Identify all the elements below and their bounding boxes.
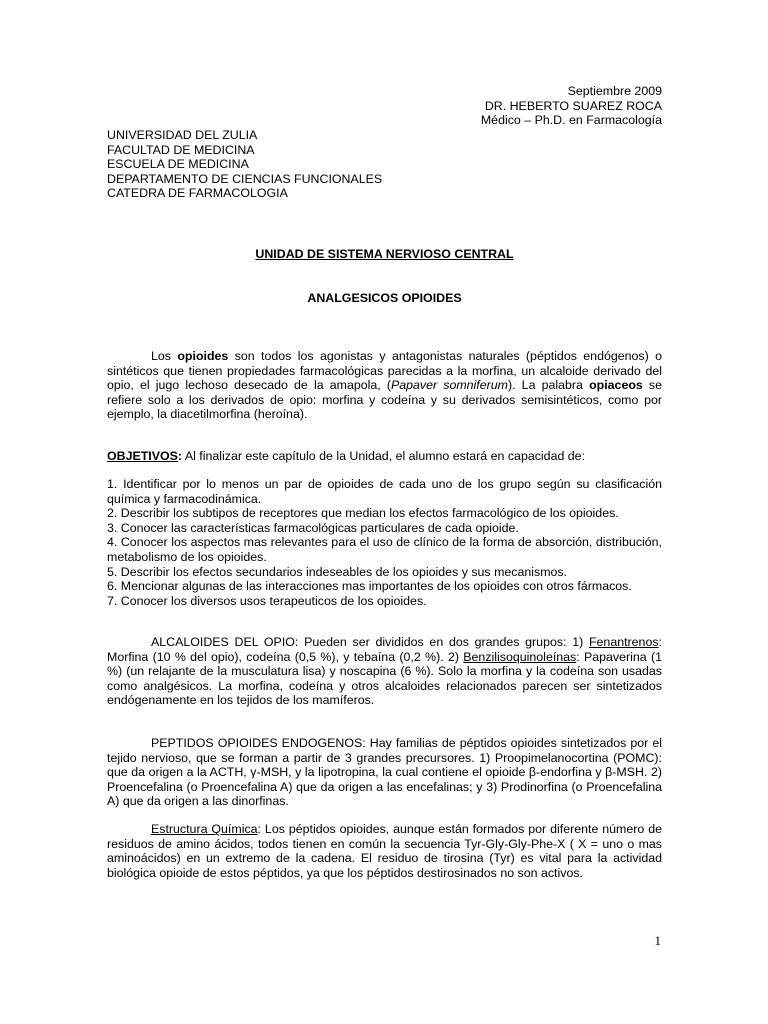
objective-item: 5. Describir los efectos secundarios indeseables de los opioides y sus mecanismos. [107, 564, 568, 579]
institution-line: ESCUELA DE MEDICINA [107, 157, 249, 172]
intro-text: ). La palabra [507, 378, 590, 393]
objective-item: 2. Describir los subtipos de receptores que median los efectos farmacológico de los opioides. [107, 506, 619, 521]
peptidos-text: PEPTIDOS OPIOIDES ENDOGENOS: Hay familias de péptidos opioides sintetizados por el tejido nervioso, que se forman a partir de 3 grandes precursores. 1) Proopimelanocortina (POMC): que da origen a la ACTH, γ-MSH, y la lipotropina, la cual contiene el opioide β-endorfina y β-MSH. 2) Proencefalina (o Proencefalina A) que da origen a las encefalinas; y 3) Prodinorfina (o Proencefalina A) que da origen a las dinorfinas. [107, 736, 662, 809]
institution-line: UNIVERSIDAD DEL ZULIA [107, 128, 258, 142]
unit-title-text: UNIDAD DE SISTEMA NERVIOSO CENTRAL [255, 247, 514, 261]
institution-line: CATEDRA DE FARMACOLOGIA [107, 186, 288, 201]
institution-line: DEPARTAMENTO DE CIENCIAS FUNCIONALES [107, 171, 383, 186]
term-benzilisoquinoleinas: Benzilisoquinoleínas [463, 649, 577, 664]
objective-item: 1. Identificar por lo menos un par de opioides de cada uno de los grupo según su clasificación química y farmacodinámica. [107, 477, 662, 506]
intro-paragraph [107, 349, 662, 422]
chapter-title-text: ANALGESICOS OPIOIDES [307, 291, 462, 305]
alcaloides-paragraph [107, 635, 662, 708]
term-opioides: opioides [177, 349, 229, 363]
objective-item: 3. Conocer las características farmacológicas particulares de cada opioide. [107, 520, 519, 535]
objective-item: 4. Conocer los aspectos mas relevantes para el uso de clínico de la forma de absorción, distribución, metabolismo de los opioides. [107, 535, 662, 564]
alcaloides-text: ALCALOIDES DEL OPIO: Pueden ser divididos en dos grandes grupos: 1) [151, 635, 589, 649]
intro-text: Los [151, 349, 178, 363]
page-number: 1 [654, 933, 661, 948]
alcaloides-text: : Morfina (10 % del opio), codeína (0,5 %), y tebaína (0,2 %). 2) [107, 635, 662, 664]
term-estructura-quimica: Estructura Química [151, 822, 258, 836]
estructura-text: : Los péptidos opioides, aunque están formados por diferente número de residuos de amino ácidos, todos tienen en común la secuencia Tyr-Gly-Gly-Phe-X ( X = uno o mas aminoácidos) en un extremo de la cadena. El residuo de tirosina (Tyr) es vital para la actividad biológica opioide de estos péptidos, ya que los péptidos destirosinados no son activos. [107, 822, 662, 880]
objective-item: 6. Mencionar algunas de las interacciones mas importantes de los opioides con otros fármacos. [107, 579, 632, 594]
objectives-intro: Al finalizar este capítulo de la Unidad, el alumno estará en capacidad de: [182, 449, 586, 463]
author-header [107, 84, 662, 128]
intro-text: se refiere solo a los derivados de opio: morfina y codeína y su derivados semisintéticos, como por ejemplo, la diacetilmorfina (heroína). [107, 378, 663, 422]
objectives-heading [107, 449, 662, 464]
peptidos-paragraph [107, 736, 662, 809]
objectives-colon: : [177, 449, 183, 463]
species-name: Papaver somniferum [390, 378, 508, 393]
unit-title [107, 247, 662, 262]
header-author: DR. HEBERTO SUAREZ ROCA [484, 98, 662, 113]
objective-item: 7. Conocer los diversos usos terapeuticos de los opioides. [107, 593, 427, 608]
estructura-paragraph [107, 822, 662, 880]
objectives-list [107, 477, 662, 608]
header-date: Septiembre 2009 [567, 84, 662, 98]
intro-text: son todos los agonistas y antagonistas naturales (péptidos endógenos) o sintéticos que tienen propiedades farmacológicas parecidas a la morfina, un alcaloide derivado del opio, el jugo lechoso desecado de la amapola, ( [107, 349, 663, 393]
term-fenantrenos: Fenantrenos [588, 635, 659, 649]
header-credentials: Médico – Ph.D. en Farmacología [480, 113, 662, 128]
chapter-title [107, 291, 662, 306]
term-opiaceos: opiaceos [589, 378, 643, 393]
institution-block [107, 128, 662, 201]
institution-line: FACULTAD DE MEDICINA [107, 142, 255, 157]
objectives-label: OBJETIVOS [107, 449, 178, 463]
alcaloides-text: : Papaverina (1 %) (un relajante de la musculatura lisa) y noscapina (6 %). Solo la morfina y la codeína son usadas como analgésicos. La morfina, codeína y otros alcaloides relacionados parecen ser sintetizados endógenamente en los tejidos de los mamíferos. [107, 649, 663, 708]
